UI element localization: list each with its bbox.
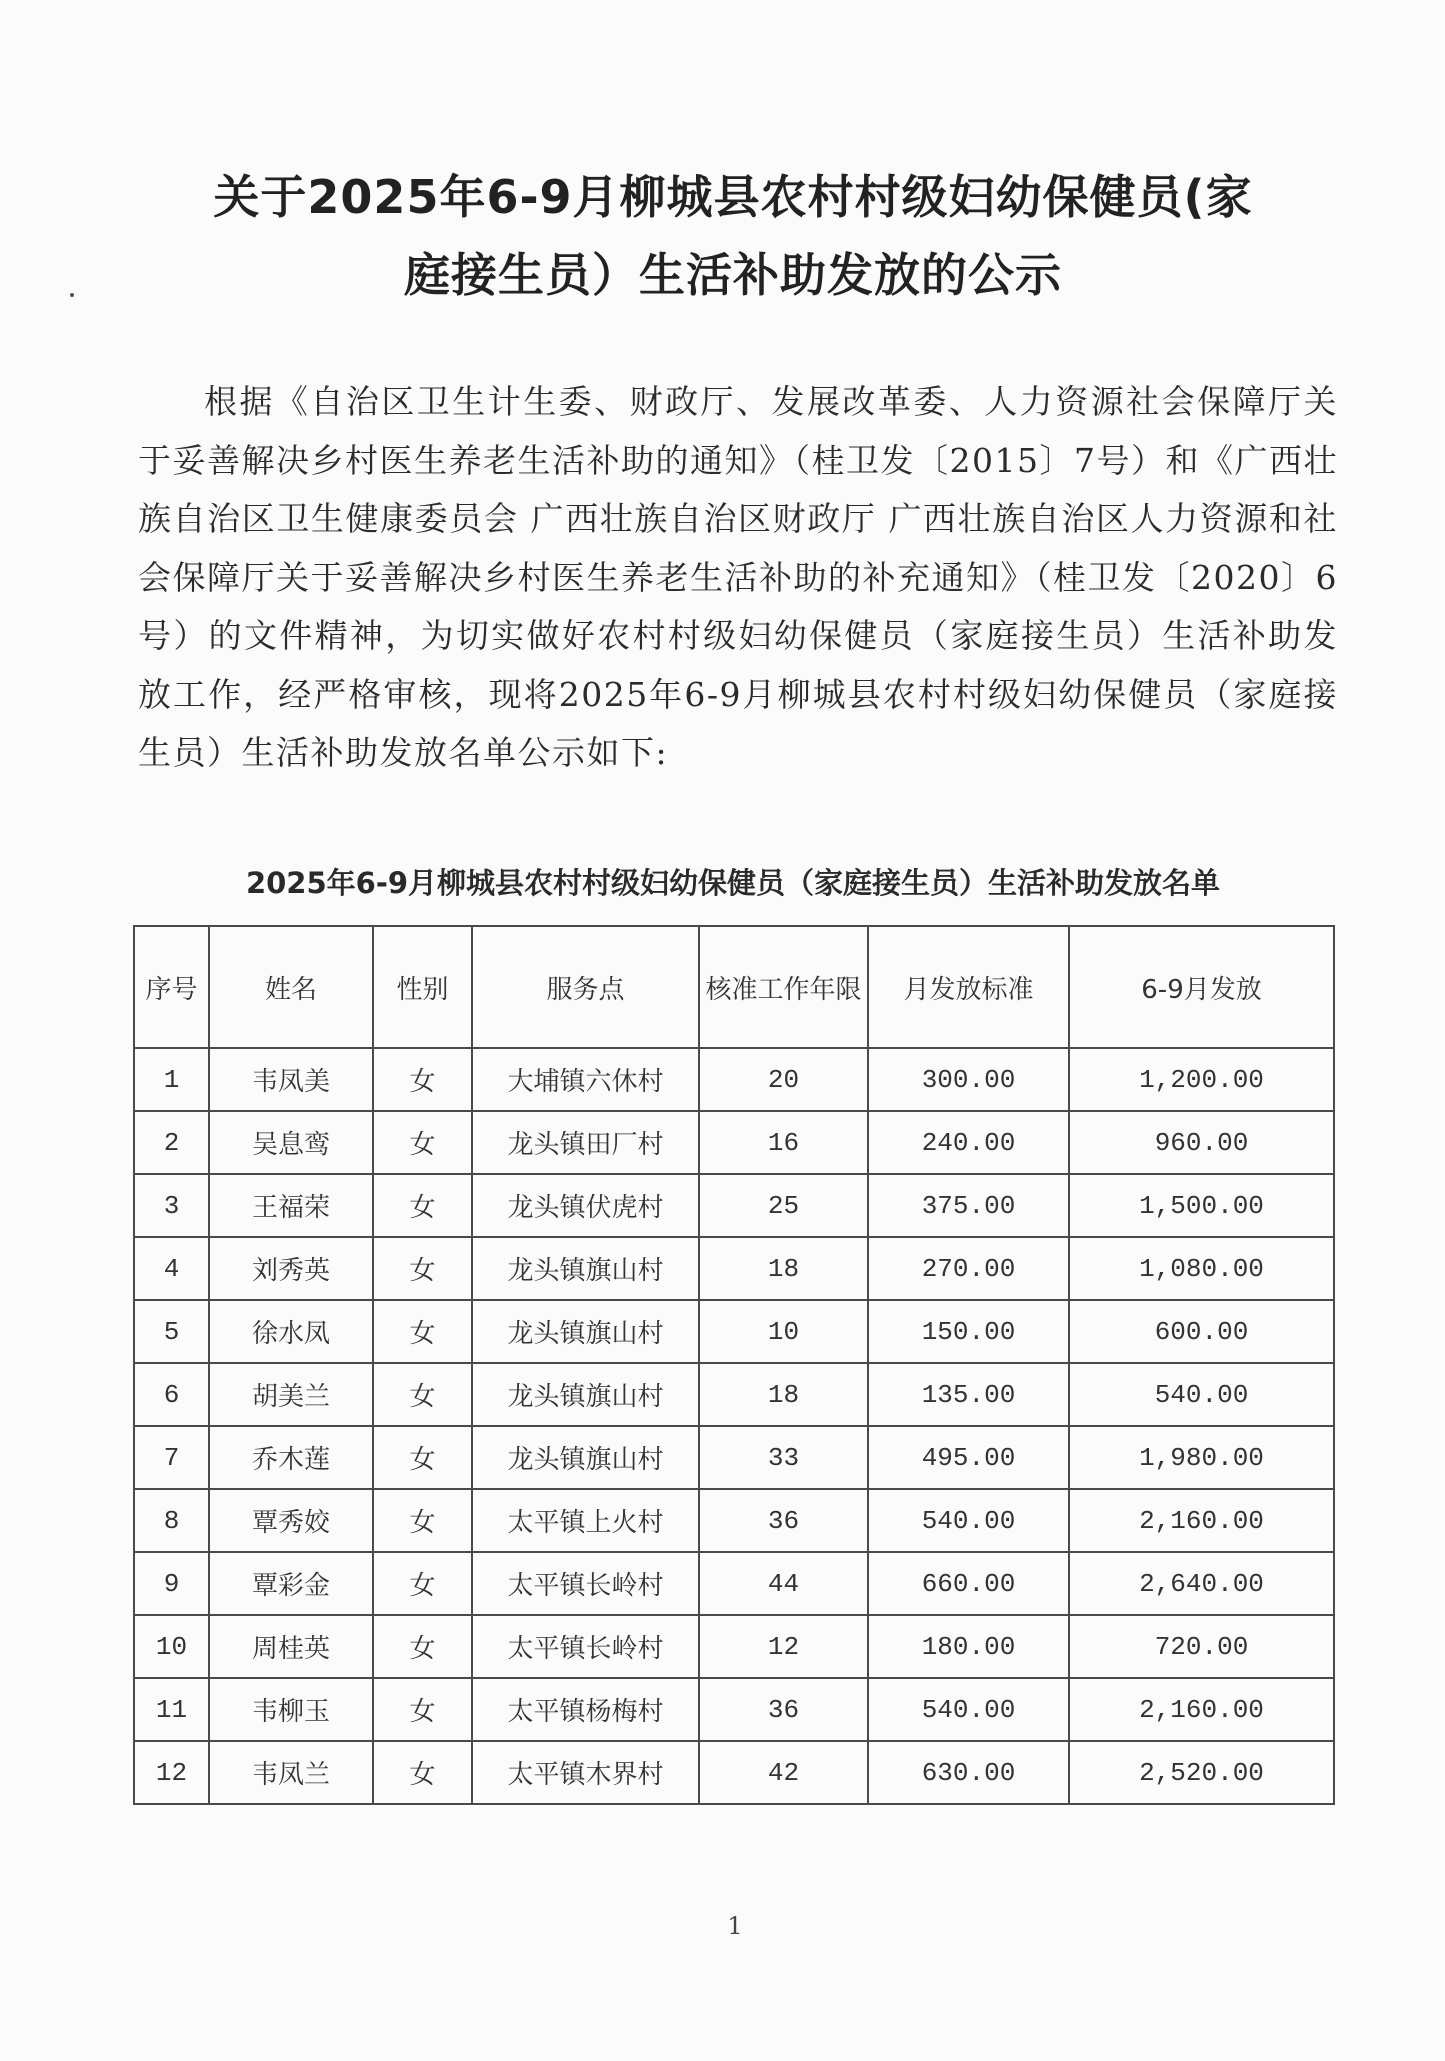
header-service-point: 服务点 [472,926,699,1048]
cell-approved-years: 12 [699,1615,868,1678]
cell-jun-sep-payment: 1,980.00 [1069,1426,1334,1489]
cell-gender: 女 [373,1615,472,1678]
cell-index: 12 [134,1741,209,1804]
cell-index: 10 [134,1615,209,1678]
cell-service-point: 太平镇上火村 [472,1489,699,1552]
cell-jun-sep-payment: 720.00 [1069,1615,1334,1678]
header-index: 序号 [134,926,209,1048]
cell-approved-years: 18 [699,1237,868,1300]
cell-approved-years: 20 [699,1048,868,1111]
cell-monthly-standard: 240.00 [868,1111,1069,1174]
cell-monthly-standard: 630.00 [868,1741,1069,1804]
cell-service-point: 龙头镇旗山村 [472,1363,699,1426]
title-line-2: 庭接生员）生活补助发放的公示 [404,248,1062,302]
cell-gender: 女 [373,1552,472,1615]
cell-monthly-standard: 660.00 [868,1552,1069,1615]
cell-approved-years: 36 [699,1678,868,1741]
page-number: 1 [727,1912,743,1940]
cell-gender: 女 [373,1111,472,1174]
cell-index: 3 [134,1174,209,1237]
table-header-row [134,926,1334,1048]
cell-service-point: 太平镇木界村 [472,1741,699,1804]
cell-jun-sep-payment: 600.00 [1069,1300,1334,1363]
table-row [134,1615,1334,1678]
table-row [134,1363,1334,1426]
cell-service-point: 龙头镇伏虎村 [472,1174,699,1237]
cell-monthly-standard: 270.00 [868,1237,1069,1300]
cell-jun-sep-payment: 1,200.00 [1069,1048,1334,1111]
cell-index: 9 [134,1552,209,1615]
cell-jun-sep-payment: 2,160.00 [1069,1678,1334,1741]
cell-service-point: 龙头镇田厂村 [472,1111,699,1174]
cell-index: 1 [134,1048,209,1111]
table-body [134,1048,1334,1804]
cell-index: 8 [134,1489,209,1552]
cell-gender: 女 [373,1678,472,1741]
cell-service-point: 龙头镇旗山村 [472,1300,699,1363]
cell-approved-years: 16 [699,1111,868,1174]
cell-gender: 女 [373,1237,472,1300]
cell-service-point: 太平镇长岭村 [472,1552,699,1615]
cell-approved-years: 36 [699,1489,868,1552]
cell-jun-sep-payment: 1,080.00 [1069,1237,1334,1300]
table-caption: 2025年6-9月柳城县农村村级妇幼保健员（家庭接生员）生活补助发放名单 [245,866,1221,900]
table-row [134,1426,1334,1489]
title-line-1: 关于2025年6-9月柳城县农村村级妇幼保健员(家 [213,170,1253,224]
cell-jun-sep-payment: 540.00 [1069,1363,1334,1426]
cell-name: 胡美兰 [209,1363,373,1426]
table-row [134,1111,1334,1174]
cell-service-point: 龙头镇旗山村 [472,1237,699,1300]
cell-jun-sep-payment: 2,160.00 [1069,1489,1334,1552]
header-monthly-standard: 月发放标准 [868,926,1069,1048]
cell-approved-years: 18 [699,1363,868,1426]
cell-name: 王福荣 [209,1174,373,1237]
scan-speck [70,293,74,297]
table-row [134,1678,1334,1741]
cell-service-point: 太平镇长岭村 [472,1615,699,1678]
cell-name: 乔木莲 [209,1426,373,1489]
cell-approved-years: 33 [699,1426,868,1489]
cell-gender: 女 [373,1174,472,1237]
cell-name: 徐水凤 [209,1300,373,1363]
cell-monthly-standard: 540.00 [868,1489,1069,1552]
cell-jun-sep-payment: 1,500.00 [1069,1174,1334,1237]
cell-index: 6 [134,1363,209,1426]
cell-name: 韦凤兰 [209,1741,373,1804]
cell-approved-years: 25 [699,1174,868,1237]
cell-name: 刘秀英 [209,1237,373,1300]
body-paragraph: 根据《自治区卫生计生委、财政厅、发展改革委、人力资源社会保障厅关于妥善解决乡村医生养老生活补助的通知》（桂卫发〔2015〕7号）和《广西壮族自治区卫生健康委员会 广西壮族自治区财政厅 广西壮族自治区人力资源和社会保障厅关于妥善解决乡村医生养老生活补助的补充通知》（桂卫发〔2020〕6号）的文件精神，为切实做好农村村级妇幼保健员（家庭接生员）生活补助发放工作，经严格审核，现将2025年6-9月柳城县农村村级妇幼保健员（家庭接生员）生活补助发放名单公示如下: [138,382,1338,772]
cell-index: 5 [134,1300,209,1363]
cell-monthly-standard: 375.00 [868,1174,1069,1237]
cell-name: 韦凤美 [209,1048,373,1111]
cell-approved-years: 44 [699,1552,868,1615]
table-row [134,1741,1334,1804]
table-row [134,1489,1334,1552]
cell-monthly-standard: 540.00 [868,1678,1069,1741]
cell-monthly-standard: 495.00 [868,1426,1069,1489]
table-row [134,1552,1334,1615]
cell-gender: 女 [373,1489,472,1552]
table-row [134,1300,1334,1363]
cell-jun-sep-payment: 2,520.00 [1069,1741,1334,1804]
cell-name: 吴息鸾 [209,1111,373,1174]
table-row [134,1048,1334,1111]
cell-jun-sep-payment: 2,640.00 [1069,1552,1334,1615]
cell-index: 11 [134,1678,209,1741]
cell-name: 覃秀姣 [209,1489,373,1552]
cell-gender: 女 [373,1426,472,1489]
cell-gender: 女 [373,1048,472,1111]
cell-service-point: 龙头镇旗山村 [472,1426,699,1489]
cell-gender: 女 [373,1363,472,1426]
cell-name: 覃彩金 [209,1552,373,1615]
cell-monthly-standard: 135.00 [868,1363,1069,1426]
cell-index: 7 [134,1426,209,1489]
cell-service-point: 太平镇杨梅村 [472,1678,699,1741]
table-row [134,1237,1334,1300]
subsidy-table [133,925,1335,1805]
cell-name: 周桂英 [209,1615,373,1678]
cell-index: 2 [134,1111,209,1174]
document-title [133,158,1333,314]
cell-monthly-standard: 180.00 [868,1615,1069,1678]
cell-approved-years: 42 [699,1741,868,1804]
cell-jun-sep-payment: 960.00 [1069,1111,1334,1174]
header-approved-years: 核准工作年限 [699,926,868,1048]
header-name: 姓名 [209,926,373,1048]
header-gender: 性别 [373,926,472,1048]
table-row [134,1174,1334,1237]
cell-name: 韦柳玉 [209,1678,373,1741]
cell-index: 4 [134,1237,209,1300]
cell-approved-years: 10 [699,1300,868,1363]
cell-gender: 女 [373,1741,472,1804]
cell-monthly-standard: 150.00 [868,1300,1069,1363]
cell-gender: 女 [373,1300,472,1363]
cell-service-point: 大埔镇六休村 [472,1048,699,1111]
header-jun-sep-payment: 6-9月发放 [1069,926,1334,1048]
cell-monthly-standard: 300.00 [868,1048,1069,1111]
